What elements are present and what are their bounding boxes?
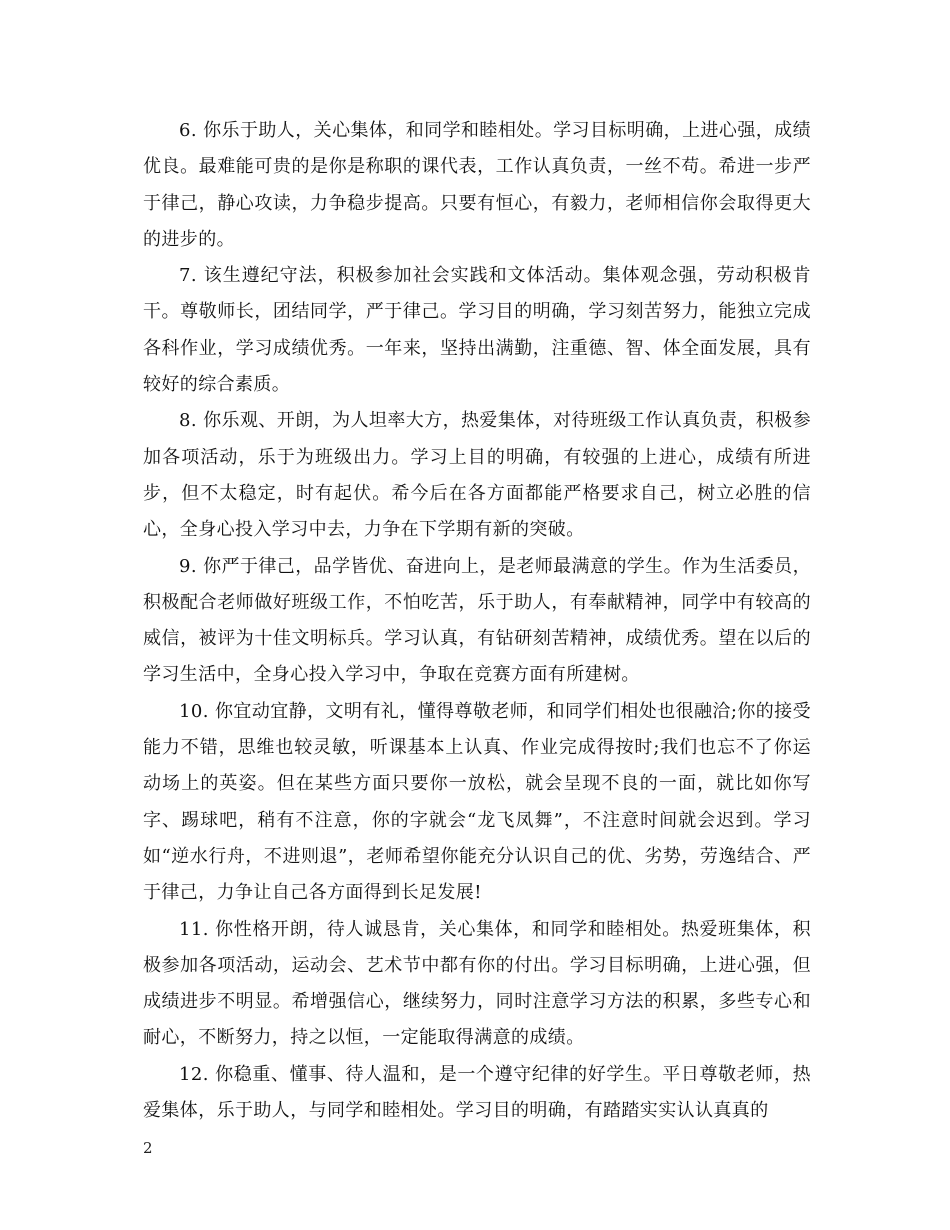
paragraph-9: 9. 你严于律己，品学皆优、奋进向上，是老师最满意的学生。作为生活委员，积极配合老师做好班级工作，不怕吃苦，乐于助人，有奉献精神，同学中有较高的威信，被评为十佳文明标兵。学习认真，有钻研刻苦精神，成绩优秀。望在以后的学习生活中，全身心投入学习中，争取在竞赛方面有所建树。: [143, 555, 811, 686]
paragraph-11: 11. 你性格开朗，待人诚恳肯，关心集体，和同学和睦相处。热爱班集体，积极参加各项活动，运动会、艺术节中都有你的付出。学习目标明确，上进心强，但成绩进步不明显。希增强信心，继续努力，同时注意学习方法的积累，多些专心和耐心，不断努力，持之以恒，一定能取得满意的成绩。: [143, 918, 811, 1049]
paragraph-8: 8. 你乐观、开朗，为人坦率大方，热爱集体，对待班级工作认真负责，积极参加各项活动，乐于为班级出力。学习上目的明确，有较强的上进心，成绩有所进步，但不太稳定，时有起伏。希今后在各方面都能严格要求自己，树立必胜的信心，全身心投入学习中去，力争在下学期有新的突破。: [143, 410, 811, 541]
paragraph-10: 10. 你宜动宜静，文明有礼，懂得尊敬老师，和同学们相处也很融洽;你的接受能力不错，思维也较灵敏，听课基本上认真、作业完成得按时;我们也忘不了你运动场上的英姿。但在某些方面只要你一放松，就会呈现不良的一面，就比如你写字、踢球吧，稍有不注意，你的字就会“龙飞凤舞”，不注意时间就会迟到。学习如“逆水行舟，不进则退”，老师希望你能充分认识自己的优、劣势，劳逸结合、严于律己，力争让自己各方面得到长足发展!: [143, 700, 811, 904]
paragraph-6: 6. 你乐于助人，关心集体，和同学和睦相处。学习目标明确，上进心强，成绩优良。最难能可贵的是你是称职的课代表，工作认真负责，一丝不苟。希进一步严于律己，静心攻读，力争稳步提高。只要有恒心，有毅力，老师相信你会取得更大的进步的。: [143, 120, 811, 250]
page-number: 2: [143, 1139, 153, 1157]
document-body: [143, 113, 811, 1129]
paragraph-7: 7. 该生遵纪守法，积极参加社会实践和文体活动。集体观念强，劳动积极肯干。尊敬师长，团结同学，严于律己。学习目的明确，学习刻苦努力，能独立完成各科作业，学习成绩优秀。一年来，坚持出满勤，注重德、智、体全面发展，具有较好的综合素质。: [143, 265, 811, 396]
paragraph-12: 12. 你稳重、懂事、待人温和，是一个遵守纪律的好学生。平日尊敬老师，热爱集体，乐于助人，与同学和睦相处。学习目的明确，有踏踏实实认认真真的: [143, 1063, 811, 1122]
